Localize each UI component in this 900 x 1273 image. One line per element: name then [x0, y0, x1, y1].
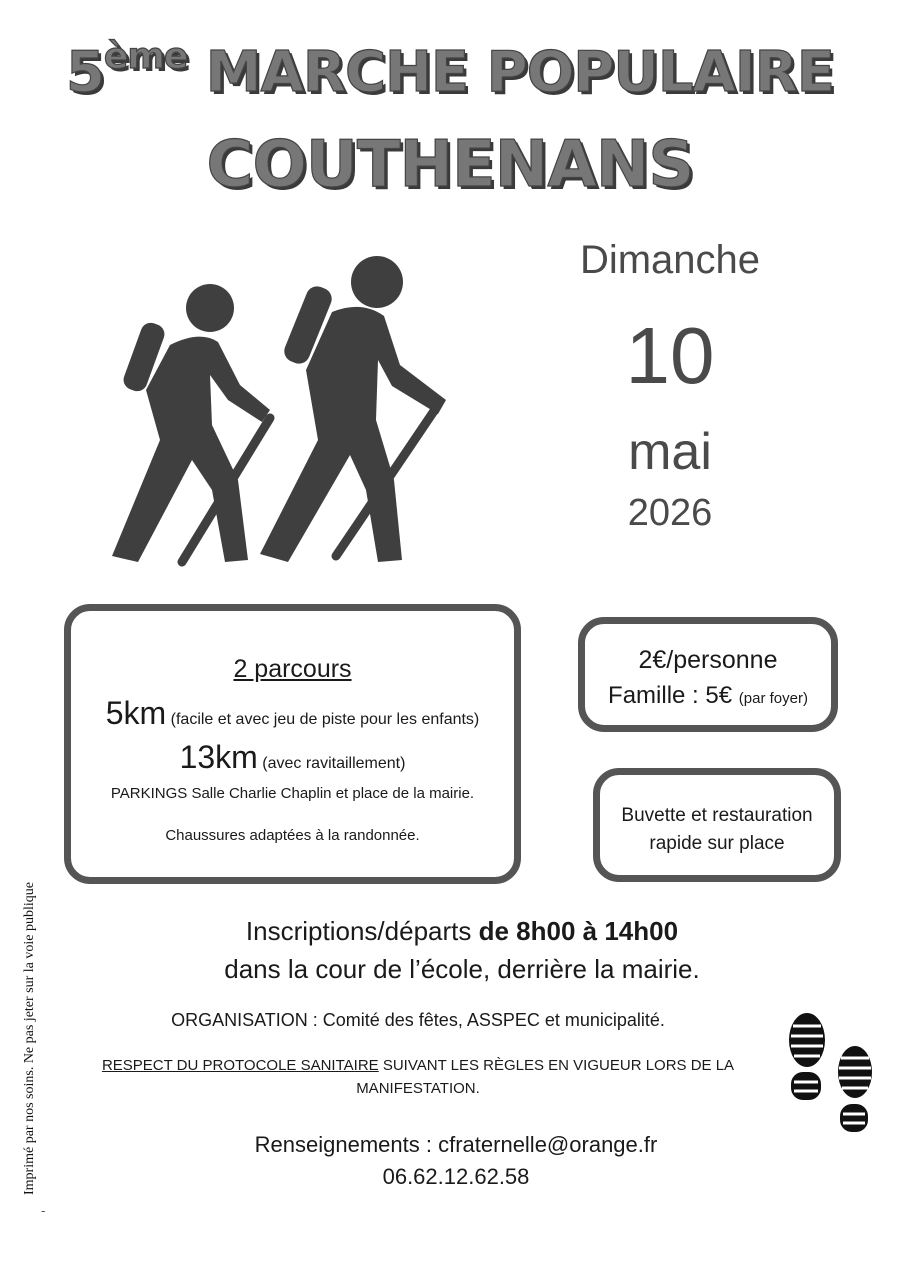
- price-family: [585, 682, 831, 710]
- respect-rest: SUIVANT LES RÈGLES EN VIGUEUR LORS DE LA: [378, 1057, 735, 1074]
- event-name: MARCHE POPULAIRE: [205, 40, 835, 105]
- distance-5km-desc: (facile et avec jeu de piste pour les enfants): [170, 711, 480, 728]
- parcours-heading: 2 parcours: [233, 655, 352, 683]
- parcours-5km: [71, 695, 514, 732]
- inscriptions-location: dans la cour de l’école, derrière la mairie.: [224, 954, 700, 984]
- buvette-line2: rapide sur place: [649, 833, 785, 854]
- footprints-icon: [785, 1012, 880, 1137]
- parcours-13km: [71, 739, 514, 776]
- parcours-box: [64, 604, 521, 884]
- parking-info: PARKINGS Salle Charlie Chaplin et place de la mairie.: [110, 785, 475, 802]
- price-box: [578, 617, 838, 732]
- inscriptions-line: [12, 916, 900, 947]
- buvette-box: [593, 768, 841, 882]
- date-month: mai: [628, 423, 712, 481]
- shoes-info: Chaussures adaptées à la randonnée.: [165, 827, 420, 844]
- event-location: COUTHENANS: [206, 128, 694, 202]
- contact-email: Renseignements : cfraternelle@orange.fr: [254, 1132, 658, 1157]
- inscriptions-hours: de 8h00 à 14h00: [478, 916, 679, 946]
- price-family-main: Famille : 5€: [608, 682, 733, 709]
- ordinal-suffix: ème: [103, 36, 188, 77]
- distance-5km: 5km: [105, 695, 167, 731]
- date-year: 2026: [627, 492, 713, 534]
- date-day: Dimanche: [579, 238, 761, 282]
- respect-line1: [0, 1057, 868, 1074]
- event-title-line1: [0, 36, 900, 105]
- side-note: Imprimé par nos soins. Ne pas jeter sur la voie publique: [22, 882, 37, 1195]
- inscriptions-prefix: Inscriptions/départs: [245, 916, 479, 946]
- distance-13km-desc: (avec ravitaillement): [262, 755, 406, 772]
- distance-13km: 13km: [179, 739, 258, 775]
- dash-mark: -: [41, 1203, 46, 1218]
- hikers-icon: [100, 250, 460, 570]
- price-family-note: (par foyer): [738, 690, 808, 707]
- respect-line2: MANIFESTATION.: [356, 1080, 480, 1097]
- buvette-line1: Buvette et restauration: [621, 805, 813, 826]
- date-number: 10: [625, 311, 715, 400]
- ordinal-number: 5: [65, 40, 104, 105]
- price-per-person: 2€/personne: [638, 646, 778, 674]
- organisation-text: ORGANISATION : Comité des fêtes, ASSPEC et municipalité.: [171, 1010, 665, 1030]
- respect-underlined: RESPECT DU PROTOCOLE SANITAIRE: [101, 1057, 379, 1074]
- contact-phone: 06.62.12.62.58: [382, 1164, 530, 1189]
